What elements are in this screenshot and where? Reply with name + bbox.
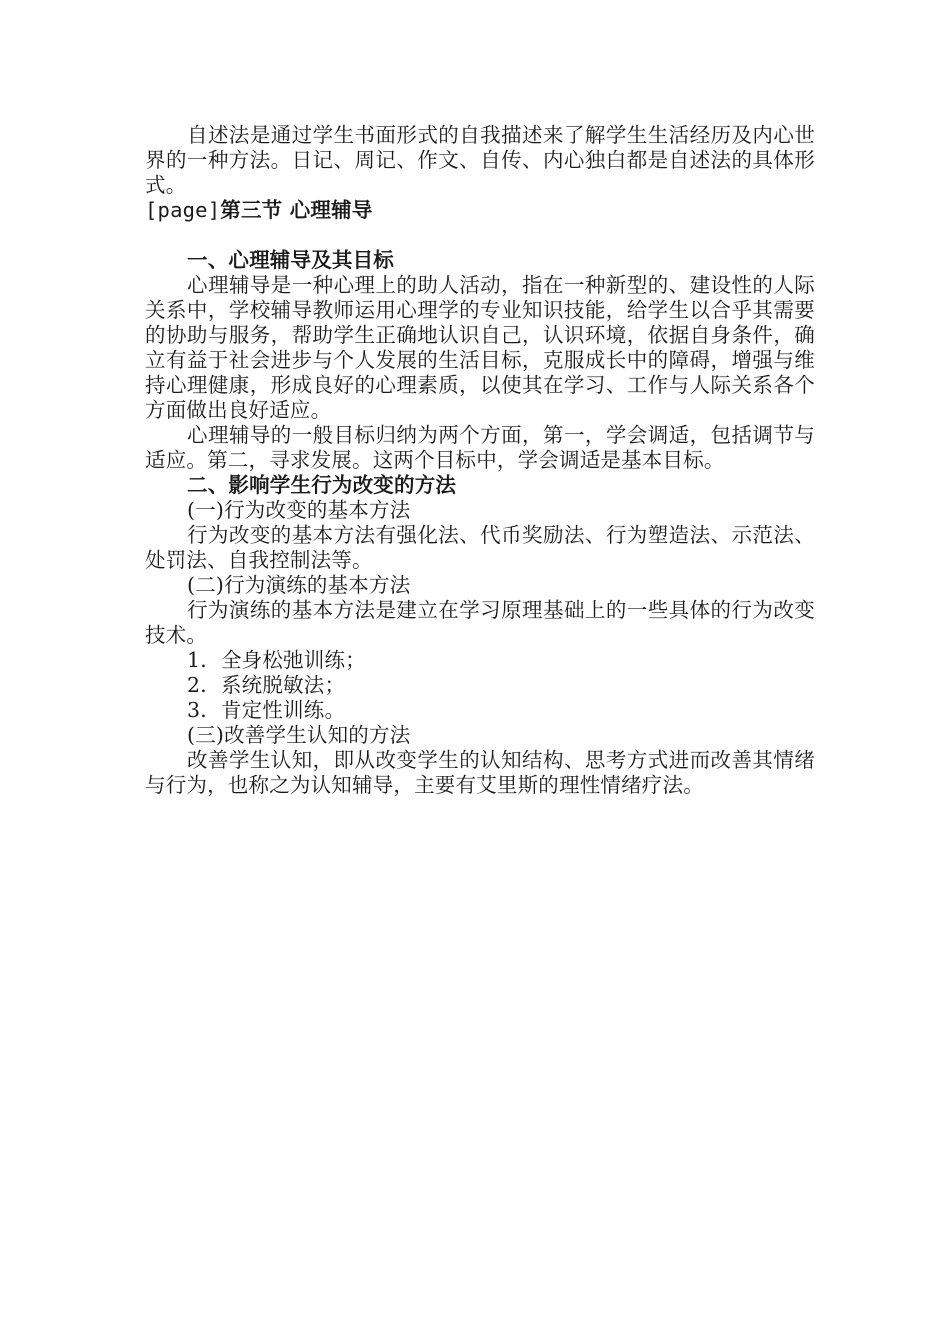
section-title-line: [145, 198, 815, 223]
list-item: 3．肯定性训练。: [187, 698, 346, 722]
paragraph-rehearsal-methods: 行为演练的基本方法是建立在学习原理基础上的一些具体的行为改变技术。: [145, 598, 815, 647]
subheading-cognition-methods: (三)改善学生认知的方法: [187, 723, 411, 747]
list-item: 2．系统脱敏法；: [187, 673, 346, 697]
subheading-rehearsal-methods: (二)行为演练的基本方法: [187, 573, 411, 597]
heading-goals: 一、心理辅导及其目标: [187, 248, 394, 272]
paragraph-goals: 心理辅导的一般目标归纳为两个方面，第一，学会调适，包括调节与适应。第二，寻求发展。这两个目标中，学会调适是基本目标。: [145, 423, 815, 472]
paragraph-cognition-methods: 改善学生认知，即从改变学生的认知结构、思考方式进而改善其情绪与行为，也称之为认知辅导，主要有艾里斯的理性情绪疗法。: [145, 748, 815, 797]
blank-line: [145, 223, 815, 248]
intro-paragraph: 自述法是通过学生书面形式的自我描述来了解学生生活经历及内心世界的一种方法。日记、周记、作文、自传、内心独白都是自述法的具体形式。: [145, 123, 815, 197]
paragraph-basic-methods: 行为改变的基本方法有强化法、代币奖励法、行为塑造法、示范法、处罚法、自我控制法等。: [145, 523, 815, 572]
paragraph-definition: 心理辅导是一种心理上的助人活动，指在一种新型的、建设性的人际关系中，学校辅导教师运用心理学的专业知识技能，给学生以合乎其需要的协助与服务，帮助学生正确地认识自己，认识环境，依据自身条件，确立有益于社会进步与个人发展的生活目标，克服成长中的障碍，增强与维持心理健康，形成良好的心理素质，以使其在学习、工作与人际关系各个方面做出良好适应。: [145, 273, 815, 422]
subheading-basic-methods: (一)行为改变的基本方法: [187, 498, 411, 522]
page-marker: [page]: [145, 198, 221, 222]
document-body: [145, 123, 815, 798]
section-title: 第三节 心理辅导: [220, 198, 373, 222]
list-item: 1．全身松弛训练；: [187, 648, 366, 672]
heading-methods: 二、影响学生行为改变的方法: [187, 473, 457, 497]
